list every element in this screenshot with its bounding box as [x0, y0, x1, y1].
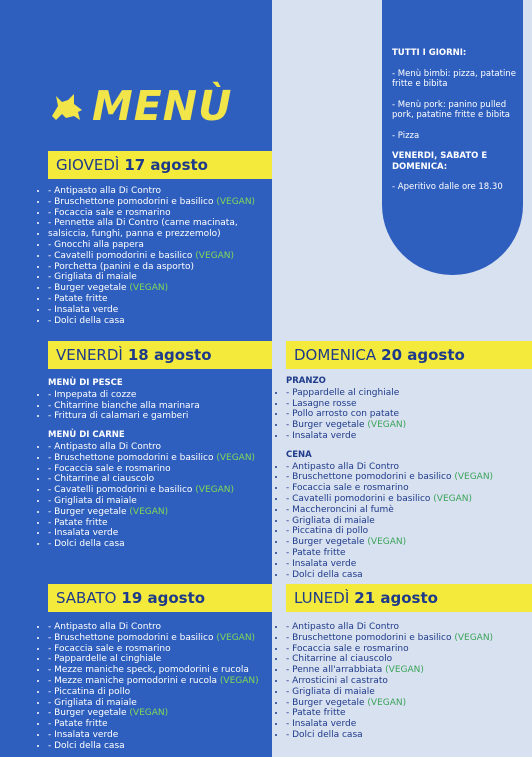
- day-header-sunday: [286, 341, 532, 369]
- menu-item-text: - Burger vegetale: [48, 506, 130, 517]
- menu-item: [48, 496, 270, 507]
- fox-logo-icon: [48, 86, 88, 126]
- menu-item: [48, 518, 270, 529]
- menu-item-text: - Chitarrine al ciauscolo: [48, 474, 155, 485]
- vegan-badge: (VEGAN): [367, 420, 407, 431]
- menu-list-monday: [286, 622, 530, 741]
- menu-item: [48, 411, 270, 422]
- menu-item: [48, 474, 270, 485]
- menu-item-text: - Penne all'arrabbiata: [286, 665, 386, 676]
- menu-item: [48, 730, 270, 741]
- menu-item: [48, 633, 270, 644]
- menu-item-text: - Grigliata di maiale: [48, 272, 137, 283]
- menu-section-label: MENÙ DI PESCE: [48, 378, 123, 388]
- info-heading: TUTTI I GIORNI:: [392, 48, 467, 58]
- day-name: VENERDÌ: [56, 346, 123, 364]
- menu-item-text: - Bruschettone pomodorini e basilico: [48, 196, 217, 207]
- menu-item-text: - Cavatelli pomodorini e basilico: [48, 250, 196, 261]
- menu-item: [286, 665, 530, 676]
- menu-item: [48, 528, 270, 539]
- menu-item-text: - Burger vegetale: [48, 283, 130, 294]
- menu-item: [48, 464, 270, 475]
- menu-list-sunday: [286, 376, 530, 580]
- menu-items: [48, 442, 270, 550]
- info-heading: VENERDI, SABATO E DOMENICA:: [392, 151, 488, 172]
- menu-items: [48, 390, 270, 422]
- menu-item: [286, 654, 530, 665]
- vegan-badge: (VEGAN): [454, 472, 494, 483]
- menu-item-text: - Pollo arrosto con patate: [286, 409, 400, 420]
- menu-item-text: - Pappardelle al cinghiale: [286, 387, 400, 398]
- menu-item: [48, 708, 270, 719]
- menu-item-text: - Focaccia sale e rosmarino: [286, 643, 409, 654]
- menu-item-text: - Antipasto alla Di Contro: [48, 441, 162, 452]
- menu-item: [48, 453, 270, 464]
- day-name: DOMENICA: [294, 346, 377, 364]
- menu-item: [48, 622, 270, 633]
- menu-item-text: - Gnocchi alla papera: [48, 239, 144, 250]
- menu-item: [48, 665, 270, 676]
- menu-item: [286, 516, 530, 527]
- menu-item: [286, 708, 530, 719]
- day-name: SABATO: [56, 589, 117, 607]
- menu-item: [286, 462, 530, 473]
- menu-items: [48, 186, 270, 326]
- menu-item: [48, 741, 270, 752]
- vegan-badge: (VEGAN): [129, 283, 169, 294]
- menu-item: [48, 719, 270, 730]
- menu-item-text: - Patate fritte: [48, 517, 108, 528]
- menu-item-text: - Chitarrine al ciauscolo: [286, 654, 393, 665]
- menu-item: [286, 409, 530, 420]
- menu-item-text: - Antipasto alla Di Contro: [286, 461, 400, 472]
- menu-item: [48, 442, 270, 453]
- menu-item-text: - Antipasto alla Di Contro: [286, 622, 400, 632]
- vegan-badge: (VEGAN): [195, 485, 235, 496]
- day-header-thursday: [48, 151, 272, 179]
- day-date: 18 agosto: [127, 346, 212, 364]
- menu-item-text: - Pappardelle al cinghiale: [48, 654, 162, 665]
- menu-item: [286, 526, 530, 537]
- day-name: GIOVEDÌ: [56, 156, 120, 174]
- day-date: 19 agosto: [121, 589, 206, 607]
- menu-item-text: - Chitarrine bianche alla marinara: [48, 400, 200, 411]
- menu-item-text: - Cavatelli pomodorini e basilico: [48, 485, 196, 496]
- info-item: - Aperitivo dalle ore 18.30: [392, 182, 503, 192]
- menu-item-text: - Piccatina di pollo: [286, 526, 369, 537]
- menu-section-label: CENA: [286, 449, 312, 460]
- menu-item-text: - Maccheroncini al fumè: [286, 504, 394, 515]
- menu-item-text: salsiccia, funghi, panna e prezzemolo): [48, 229, 221, 240]
- menu-item-text: - Dolci della casa: [286, 569, 363, 580]
- menu-item-text: - Patate fritte: [48, 293, 108, 304]
- menu-item: [286, 483, 530, 494]
- menu-item-text: - Cavatelli pomodorini e basilico: [286, 493, 434, 504]
- menu-item-text: - Antipasto alla Di Contro: [48, 622, 162, 632]
- menu-item-text: - Burger vegetale: [48, 708, 130, 719]
- menu-items: [48, 622, 270, 752]
- menu-item-text: - Dolci della casa: [286, 729, 363, 740]
- menu-item: [48, 305, 270, 316]
- menu-item: [286, 431, 530, 442]
- menu-item: [286, 505, 530, 516]
- vegan-badge: (VEGAN): [433, 493, 473, 504]
- menu-item: [48, 251, 270, 262]
- menu-item-text: - Antipasto alla Di Contro: [48, 186, 162, 196]
- menu-items: [286, 388, 530, 442]
- menu-item: [48, 390, 270, 401]
- menu-item: [286, 676, 530, 687]
- menu-item-text: - Grigliata di maiale: [286, 686, 375, 697]
- day-date: 21 agosto: [354, 589, 438, 607]
- menu-item-text: - Mezze maniche speck, pomodorini e rucola: [48, 665, 249, 676]
- menu-item-text: - Dolci della casa: [48, 539, 125, 550]
- menu-item-text: - Bruschettone pomodorini e basilico: [286, 472, 455, 483]
- day-date: 20 agosto: [381, 346, 465, 364]
- menu-item: [48, 316, 270, 327]
- menu-item-text: - Arrosticini al castrato: [286, 675, 388, 686]
- menu-item: [286, 548, 530, 559]
- day-header-monday: [286, 584, 532, 612]
- vegan-badge: (VEGAN): [216, 196, 256, 207]
- info-item: - Menù pork: panino pulled pork, patatine fritte e bibita: [392, 99, 511, 120]
- menu-item: [48, 654, 270, 665]
- menu-item-text: - Burger vegetale: [286, 697, 368, 708]
- menu-item-text: - Dolci della casa: [48, 315, 125, 326]
- menu-item: [48, 272, 270, 283]
- menu-item-text: - Bruschettone pomodorini e basilico: [48, 632, 217, 643]
- menu-item: [48, 218, 270, 229]
- menu-item: [286, 719, 530, 730]
- menu-item: [48, 485, 270, 496]
- menu-item-text: - Bruschettone pomodorini e basilico: [286, 632, 455, 643]
- menu-item: [286, 399, 530, 410]
- menu-item-text: - Frittura di calamari e gamberi: [48, 411, 189, 422]
- vegan-badge: (VEGAN): [219, 675, 259, 686]
- info-item: - Pizza: [392, 130, 420, 141]
- menu-item: [286, 698, 530, 709]
- menu-list-saturday: [48, 622, 270, 752]
- menu-item: [286, 570, 530, 581]
- menu-section-label: MENÙ DI CARNE: [48, 430, 125, 441]
- menu-item-text: - Focaccia sale e rosmarino: [48, 463, 171, 474]
- menu-item-text: - Burger vegetale: [286, 420, 368, 431]
- menu-item: [286, 537, 530, 548]
- menu-item: [48, 240, 270, 251]
- vegan-badge: (VEGAN): [367, 537, 407, 548]
- menu-item-text: - Insalata verde: [48, 528, 119, 539]
- menu-item: [48, 676, 270, 687]
- menu-item-text: - Focaccia sale e rosmarino: [286, 483, 409, 494]
- menu-item: [48, 687, 270, 698]
- vegan-badge: (VEGAN): [216, 452, 256, 463]
- day-name: LUNEDÌ: [294, 589, 350, 607]
- menu-item-text: - Mezze maniche pomodorini e rucola: [48, 675, 220, 686]
- vegan-badge: (VEGAN): [195, 250, 235, 261]
- menu-item: [48, 186, 270, 197]
- menu-item-text: - Patate fritte: [286, 547, 346, 558]
- menu-item-text: - Patate fritte: [48, 719, 108, 730]
- menu-item: [48, 294, 270, 305]
- vegan-badge: (VEGAN): [385, 665, 424, 676]
- menu-item-text: - Focaccia sale e rosmarino: [48, 643, 171, 654]
- menu-item: [48, 644, 270, 655]
- menu-item: [286, 472, 530, 483]
- menu-items: [286, 462, 530, 581]
- menu-item-text: - Insalata verde: [48, 729, 119, 740]
- menu-item-text: - Burger vegetale: [286, 537, 368, 548]
- menu-item: [286, 420, 530, 431]
- menu-item: [48, 698, 270, 709]
- day-date: 17 agosto: [124, 156, 208, 174]
- menu-item: [48, 229, 270, 240]
- menu-item: [286, 494, 530, 505]
- info-item: - Menù bimbi: pizza, patatine fritte e bibita: [392, 68, 516, 89]
- menu-item-text: - Dolci della casa: [48, 740, 125, 751]
- menu-item: [48, 208, 270, 219]
- menu-item-text: - Insalata verde: [286, 558, 357, 569]
- menu-section-label: PRANZO: [286, 376, 326, 386]
- menu-list-friday: [48, 378, 270, 550]
- menu-item: [286, 633, 530, 644]
- vegan-badge: (VEGAN): [129, 708, 169, 719]
- menu-item-text: - Pennette alla Di Contro (carne macinata,: [48, 218, 238, 229]
- vegan-badge: (VEGAN): [367, 697, 407, 708]
- menu-item: [48, 262, 270, 273]
- menu-item: [286, 730, 530, 741]
- menu-item-text: - Insalata verde: [286, 719, 357, 730]
- menu-item: [48, 539, 270, 550]
- day-header-saturday: [48, 584, 272, 612]
- menu-item-text: - Grigliata di maiale: [286, 515, 375, 526]
- menu-item: [48, 401, 270, 412]
- menu-item-text: - Grigliata di maiale: [48, 495, 137, 506]
- menu-list-thursday: [48, 186, 270, 326]
- menu-item-text: - Piccatina di pollo: [48, 686, 131, 697]
- menu-item-text: - Lasagne rosse: [286, 398, 357, 409]
- menu-item: [286, 388, 530, 399]
- day-header-friday: [48, 341, 272, 369]
- menu-item-text: - Bruschettone pomodorini e basilico: [48, 452, 217, 463]
- menu-item-text: - Grigliata di maiale: [48, 697, 137, 708]
- menu-item: [286, 644, 530, 655]
- menu-item: [286, 559, 530, 570]
- menu-title-block: [48, 82, 232, 130]
- vegan-badge: (VEGAN): [454, 632, 494, 643]
- vegan-badge: (VEGAN): [216, 632, 256, 643]
- menu-item-text: - Impepata di cozze: [48, 389, 137, 400]
- always-available-info: [392, 48, 517, 203]
- menu-item: [286, 687, 530, 698]
- menu-items: [286, 622, 530, 741]
- menu-item-text: - Porchetta (panini e da asporto): [48, 261, 195, 272]
- menu-item: [48, 197, 270, 208]
- menu-item-text: - Insalata verde: [286, 430, 357, 441]
- page-title: MENÙ: [92, 82, 233, 130]
- menu-item: [48, 507, 270, 518]
- vegan-badge: (VEGAN): [129, 506, 169, 517]
- menu-item-text: - Focaccia sale e rosmarino: [48, 207, 171, 218]
- menu-item: [286, 622, 530, 633]
- menu-item-text: - Insalata verde: [48, 304, 119, 315]
- menu-item: [48, 283, 270, 294]
- menu-item-text: - Patate fritte: [286, 708, 346, 719]
